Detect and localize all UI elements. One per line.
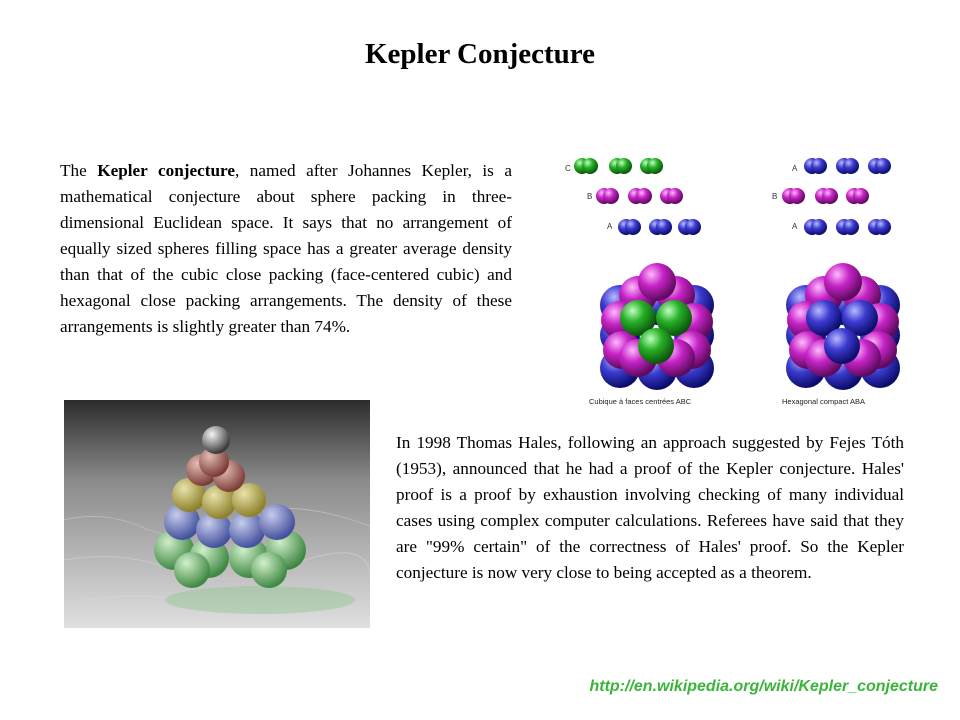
para1-body: , named after Johannes Kepler, is a mathematical conjecture about sphere packing in three-dimensional Euclidean space. It says that no arrangement of equally sized spheres filling space has a greater average density than that of the cubic close packing (face-centered cubic) and hexagonal close packing arrangements. The density of these arrangements is slightly greater than 74%. (60, 161, 512, 336)
left-layer-label-2: B (587, 192, 593, 201)
kepler-conjecture-bold: Kepler conjecture (97, 161, 235, 180)
left-layer-label-3: A (607, 222, 613, 231)
hales-proof-paragraph: In 1998 Thomas Hales, following an approach suggested by Fejes Tóth (1953), announced that he had a proof of the Kepler conjecture. Hales' proof is a proof by exhaustion involving checking of many individual cases using complex computer calculations. Referees have said that they are "99% certain" of the correctness of Hales' proof. So the Kepler conjecture is now very close to being accepted as a theorem. (396, 433, 904, 582)
right-layer-label-2: B (772, 192, 778, 201)
fcc-cluster (600, 263, 714, 390)
stacked-spheres-photo (64, 400, 370, 628)
right-layer-label-3: A (792, 222, 798, 231)
hcp-cluster (786, 263, 900, 390)
right-layer-label-1: A (792, 164, 798, 173)
wikipedia-link[interactable]: http://en.wikipedia.org/wiki/Kepler_conjecture (589, 678, 938, 695)
kepler-description-paragraph (60, 158, 512, 340)
hcp-caption: Hexagonal compact ABA (782, 397, 865, 406)
right-layer-row-b (782, 188, 869, 204)
left-layer-row-a (618, 219, 701, 235)
right-layer-row-a-top (804, 158, 891, 174)
slide-title: Kepler Conjecture (364, 38, 596, 70)
para1-intro: The (60, 161, 98, 180)
sphere-packing-diagram (560, 150, 905, 412)
left-layer-label-1: C (565, 164, 571, 173)
left-layer-row-b (596, 188, 683, 204)
left-layer-row-c (574, 158, 663, 174)
fcc-caption: Cubique à faces centrées ABC (589, 397, 692, 406)
right-layer-row-a-bottom (804, 219, 891, 235)
